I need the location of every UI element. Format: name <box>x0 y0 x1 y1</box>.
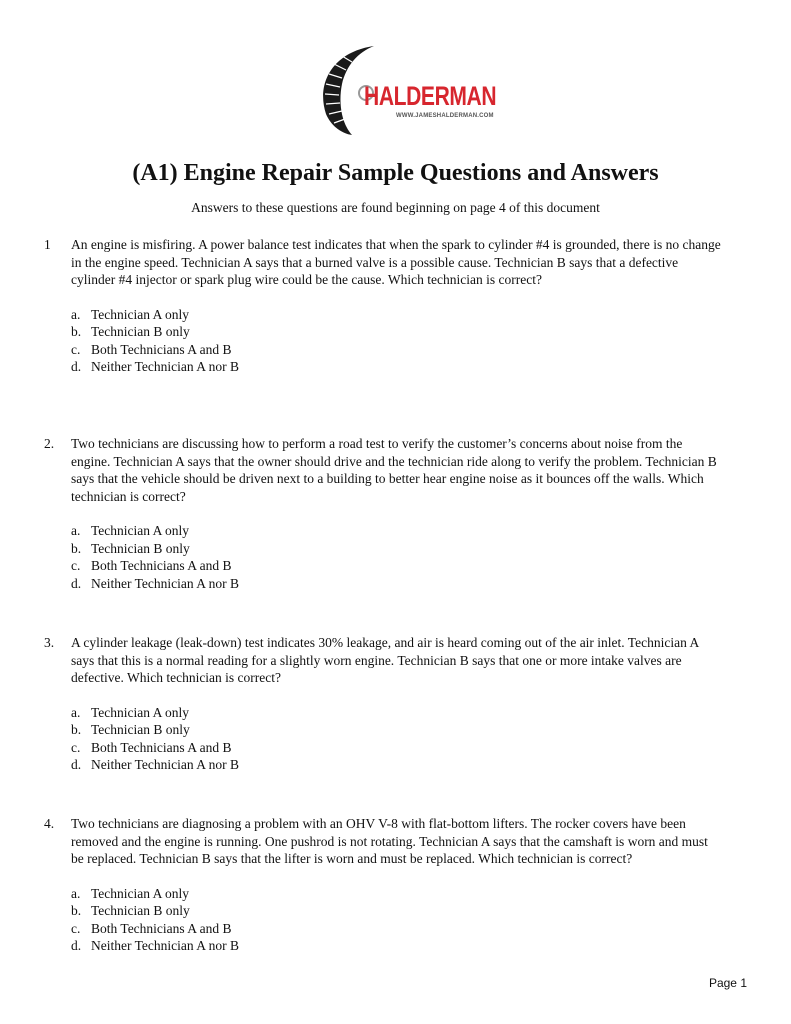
question-number: 3. <box>44 635 55 650</box>
option-letter: d. <box>71 359 82 374</box>
question-text: Two technicians are discussing how to perform a road test to verify the customer’s concerns about noise from the engine. Technician A says that the owner should drive and the technician ride along to verify the problem. Technician B says that the vehicle should be driven next to a building to better hear engine noise as it bounces off the walls. Which technician is correct? <box>71 436 717 504</box>
option-letter: c. <box>71 739 81 755</box>
page-number: Page 1 <box>708 976 747 990</box>
option-d <box>71 937 724 955</box>
option-text: Technician B only <box>91 324 190 339</box>
option-letter: a. <box>71 523 81 538</box>
option-letter: c. <box>71 341 81 357</box>
option-text: Neither Technician A nor B <box>91 359 240 374</box>
answer-options <box>71 522 724 592</box>
question-number: 2. <box>44 436 55 451</box>
question-number: 1 <box>44 237 51 252</box>
question-text: An engine is misfiring. A power balance test indicates that when the spark to cylinder #4 is grounded, there is no change in the engine speed. Technician A says that a burned valve is a possible cause. Technician B says that a defective cylinder #4 injector or spark plug wire could be the cause. Which technician is correct? <box>71 237 721 287</box>
option-a <box>71 885 724 903</box>
option-a <box>71 522 724 540</box>
option-letter: a. <box>71 704 81 720</box>
question-4 <box>44 815 724 955</box>
option-letter: d. <box>71 575 82 591</box>
option-b <box>71 540 724 558</box>
option-c <box>71 557 724 575</box>
question-3 <box>44 634 724 774</box>
option-text: Both Technicians A and B <box>91 920 232 936</box>
question-number: 4. <box>44 816 55 831</box>
option-text: Technician B only <box>91 903 190 918</box>
logo-brand-text: HALDERMAN <box>364 81 497 111</box>
option-a <box>71 306 724 324</box>
answer-options <box>71 885 724 955</box>
option-letter: b. <box>71 903 82 918</box>
answer-options <box>71 704 724 774</box>
option-text: Technician A only <box>91 885 190 901</box>
option-text: Technician A only <box>91 704 190 720</box>
option-letter: b. <box>71 540 82 556</box>
option-letter: c. <box>71 920 81 936</box>
option-letter: d. <box>71 938 82 953</box>
option-text: Technician B only <box>91 722 190 737</box>
option-text: Neither Technician A nor B <box>91 575 240 591</box>
option-b <box>71 902 724 920</box>
halderman-logo <box>312 44 497 136</box>
option-c <box>71 739 724 757</box>
question-text: A cylinder leakage (leak-down) test indicates 30% leakage, and air is heard coming out of the air inlet. Technician A says that this is a normal reading for a slightly worn engine. Technician B says that one or more intake valves are defective. Which technician is correct? <box>71 635 699 685</box>
option-d <box>71 575 724 593</box>
option-b <box>71 323 724 341</box>
option-d <box>71 358 724 376</box>
option-text: Neither Technician A nor B <box>91 757 240 772</box>
option-text: Both Technicians A and B <box>91 558 232 573</box>
option-letter: b. <box>71 722 82 737</box>
option-text: Technician A only <box>91 306 190 322</box>
option-text: Both Technicians A and B <box>91 341 232 357</box>
option-c <box>71 920 724 938</box>
page-subtitle: Answers to these questions are found beginning on page 4 of this document <box>191 200 600 215</box>
page-title: (A1) Engine Repair Sample Questions and Answers <box>132 160 659 186</box>
option-text: Both Technicians A and B <box>91 739 232 755</box>
option-letter: a. <box>71 885 81 901</box>
option-text: Technician A only <box>91 523 190 538</box>
option-a <box>71 704 724 722</box>
option-letter: c. <box>71 558 81 573</box>
option-text: Neither Technician A nor B <box>91 938 240 953</box>
option-letter: b. <box>71 324 82 339</box>
option-c <box>71 341 724 359</box>
question-text: Two technicians are diagnosing a problem with an OHV V-8 with flat-bottom lifters. The rocker covers have been removed and the engine is running. One pushrod is not rotating. Technician A says that the camshaft is worn and must be replaced. Technician B says that the lifter is worn and must be replaced. Which technician is correct? <box>71 816 708 866</box>
logo-url-text: WWW.JAMESHALDERMAN.COM <box>396 113 494 119</box>
option-letter: a. <box>71 306 81 322</box>
question-2 <box>44 435 724 592</box>
answer-options <box>71 306 724 376</box>
option-d <box>71 756 724 774</box>
option-text: Technician B only <box>91 540 190 556</box>
option-b <box>71 721 724 739</box>
option-letter: d. <box>71 757 82 772</box>
question-1 <box>44 236 724 376</box>
